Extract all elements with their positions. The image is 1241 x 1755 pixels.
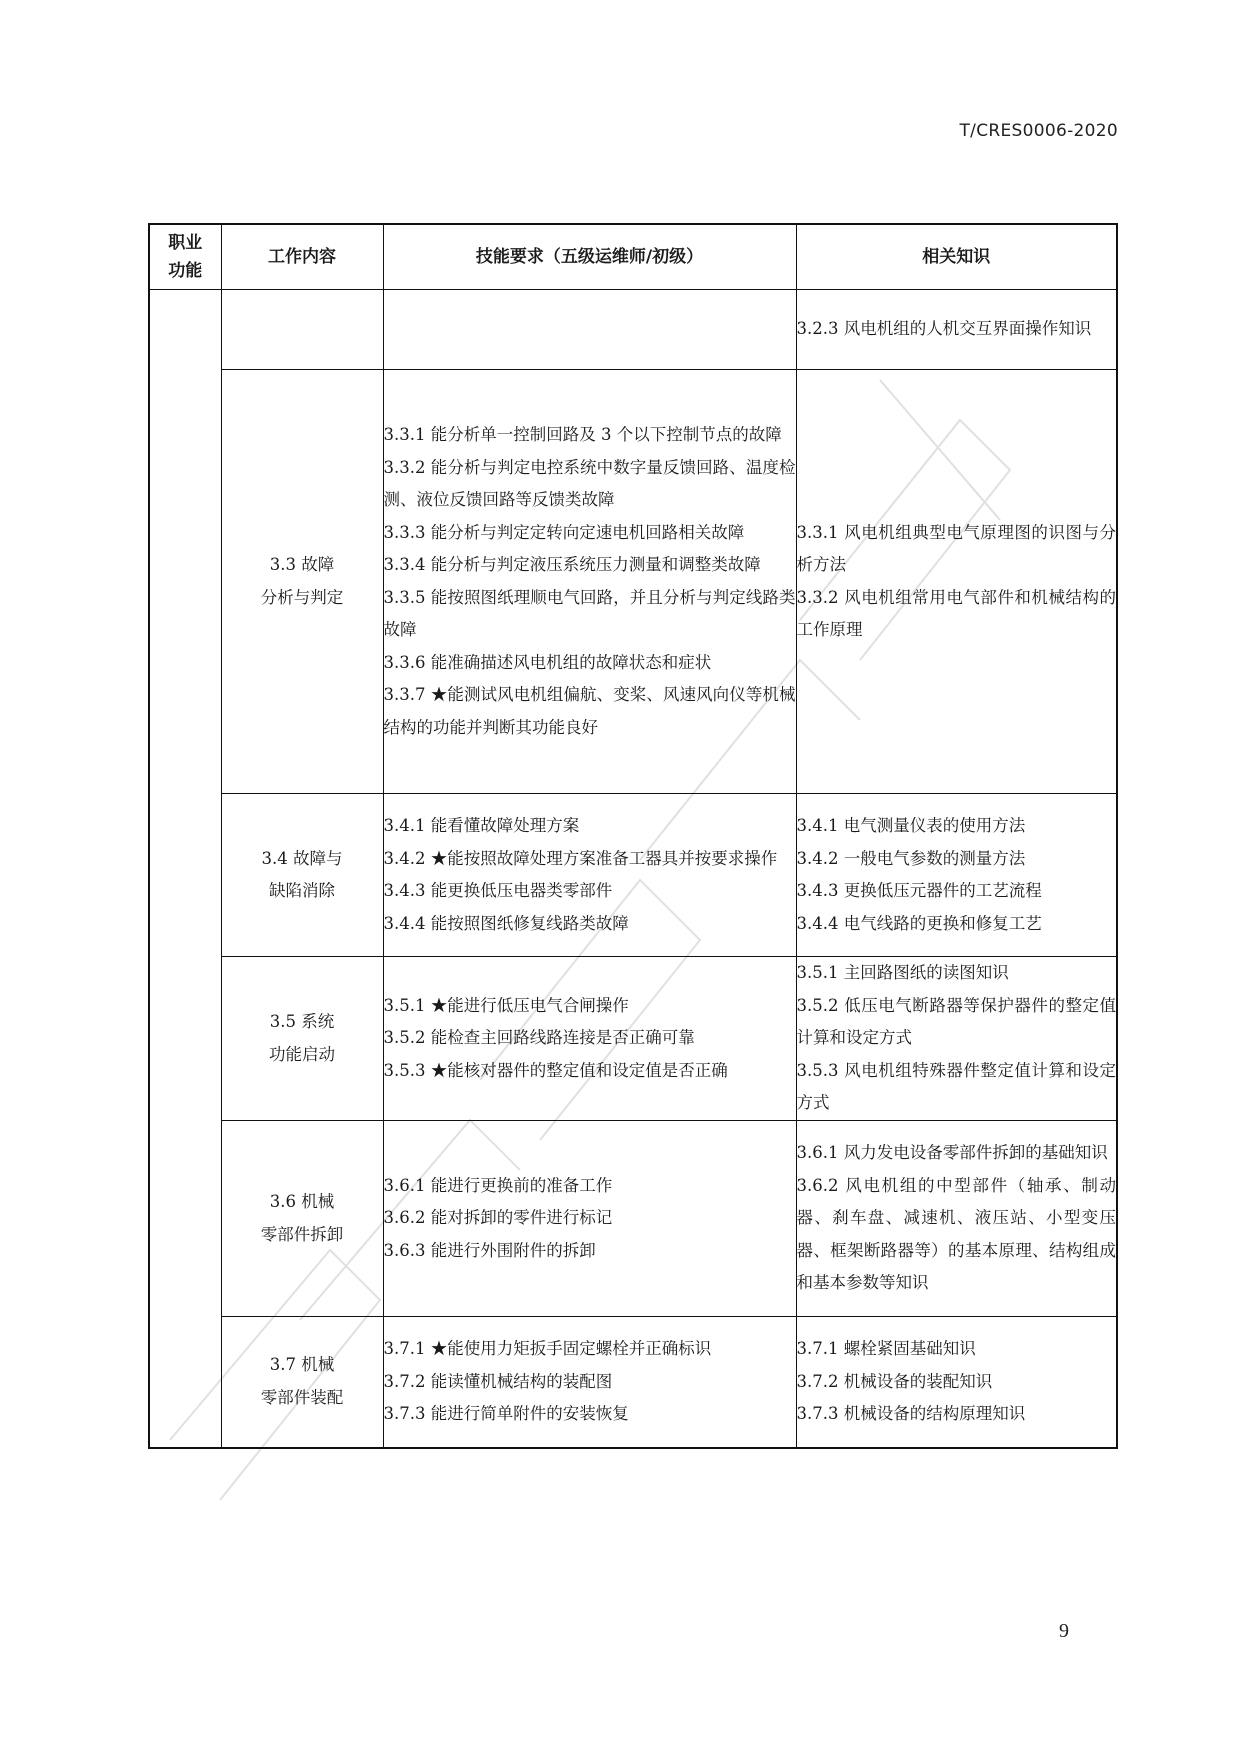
skill-item: 3.6.1 能进行更换前的准备工作 [383,1175,613,1195]
knowledge-item: 3.4.2 一般电气参数的测量方法 [796,848,1026,868]
skill-item: 3.3.5 能按照图纸理顺电气回路，并且分析与判定线路类故障 [383,587,796,639]
skill-item: 3.5.3 ★能核对器件的整定值和设定值是否正确 [383,1060,728,1080]
knowledge-item: 3.5.2 低压电气断路器等保护器件的整定值计算和设定方式 [796,995,1116,1048]
knowledge-item: 3.4.4 电气线路的更换和修复工艺 [796,913,1042,933]
skill-cell [383,1121,796,1317]
skill-item: 3.4.4 能按照图纸修复线路类故障 [383,913,629,933]
work-content-label: 3.5 系统 [269,1012,335,1031]
skill-item: 3.3.1 能分析单一控制回路及 3 个以下控制节点的故障 [383,425,782,444]
knowledge-cell [796,957,1117,1121]
skill-item: 3.3.6 能准确描述风电机组的故障状态和症状 [383,652,712,672]
work-content-label: 3.7 机械 [269,1355,335,1375]
work-content-cell [221,370,383,794]
work-content-label: 分析与判定 [260,587,344,607]
work-content-label: 缺陷消除 [269,881,335,900]
knowledge-cell [796,1317,1117,1448]
skill-item: 3.7.3 能进行简单附件的安装恢复 [383,1404,629,1423]
work-content-cell [221,290,383,370]
knowledge-item: 3.3.2 风电机组常用电气部件和机械结构的工作原理 [796,587,1116,639]
knowledge-item: 3.4.1 电气测量仪表的使用方法 [796,816,1026,835]
skill-cell [383,290,796,370]
table-header-row [149,224,1117,290]
skill-item: 3.4.2 ★能按照故障处理方案准备工器具并按要求操作 [383,848,778,868]
work-content-label: 零部件装配 [260,1387,344,1407]
page-number: 9 [1059,1620,1069,1642]
skill-requirements-table [148,223,1118,1449]
skill-item: 3.4.1 能看懂故障处理方案 [383,816,580,835]
knowledge-cell [796,370,1117,794]
knowledge-item: 3.7.1 螺栓紧固基础知识 [796,1339,976,1358]
work-content-cell [221,1121,383,1317]
knowledge-item: 3.5.3 风电机组特殊器件整定值计算和设定方式 [796,1060,1116,1113]
skill-item: 3.3.2 能分析与判定电控系统中数字量反馈回路、温度检测、液位反馈回路等反馈类故障 [383,457,796,509]
knowledge-cell [796,290,1117,370]
knowledge-item: 3.2.3 风电机组的人机交互界面操作知识 [796,319,1092,339]
work-content-cell [221,1317,383,1448]
knowledge-cell [796,794,1117,957]
header-skill-requirements: 技能要求（五级运维师/初级） [383,224,796,290]
knowledge-item: 3.6.2 风电机组的中型部件（轴承、制动器、刹车盘、减速机、液压站、小型变压器、框架断路器等）的基本原理、结构组成和基本参数等知识 [796,1175,1116,1293]
skill-item: 3.3.4 能分析与判定液压系统压力测量和调整类故障 [383,555,761,574]
header-work-content: 工作内容 [221,224,383,290]
work-content-label: 3.3 故障 [269,555,335,574]
skill-cell [383,794,796,957]
knowledge-item: 3.3.1 风电机组典型电气原理图的识图与分析方法 [796,522,1116,574]
skill-item: 3.4.3 能更换低压电器类零部件 [383,881,613,900]
work-content-label: 3.6 机械 [269,1192,335,1211]
skill-item: 3.6.3 能进行外围附件的拆卸 [383,1240,596,1260]
skill-item: 3.3.7 ★能测试风电机组偏航、变桨、风速风向仪等机械结构的功能并判断其功能良好 [383,685,796,737]
knowledge-item: 3.7.2 机械设备的装配知识 [796,1371,993,1391]
skill-item: 3.3.3 能分析与判定定转向定速电机回路相关故障 [383,522,745,542]
table-row [149,370,1117,794]
table-row [149,794,1117,957]
skill-cell [383,1317,796,1448]
document-code: T/CRES0006-2020 [959,121,1118,141]
table-row [149,957,1117,1121]
header-related-knowledge: 相关知识 [796,224,1117,290]
skill-item: 3.7.2 能读懂机械结构的装配图 [383,1371,613,1391]
header-function: 职业 功能 [149,224,221,290]
knowledge-item: 3.4.3 更换低压元器件的工艺流程 [796,881,1042,900]
table-row [149,1317,1117,1448]
knowledge-item: 3.5.1 主回路图纸的读图知识 [796,963,1009,983]
skill-cell [383,957,796,1121]
work-content-label: 零部件拆卸 [260,1224,344,1244]
work-content-cell [221,794,383,957]
skill-item: 3.5.1 ★能进行低压电气合闸操作 [383,995,629,1015]
function-cell [149,290,221,1448]
skill-item: 3.6.2 能对拆卸的零件进行标记 [383,1208,613,1228]
work-content-cell [221,957,383,1121]
table-row [149,1121,1117,1317]
skill-item: 3.7.1 ★能使用力矩扳手固定螺栓并正确标识 [383,1339,712,1358]
work-content-label: 3.4 故障与 [261,848,343,868]
knowledge-item: 3.7.3 机械设备的结构原理知识 [796,1404,1026,1423]
knowledge-cell [796,1121,1117,1317]
work-content-label: 功能启动 [269,1044,335,1064]
skill-item: 3.5.2 能检查主回路线路连接是否正确可靠 [383,1028,695,1048]
skill-cell [383,370,796,794]
table-row [149,290,1117,370]
knowledge-item: 3.6.1 风力发电设备零部件拆卸的基础知识 [796,1143,1108,1163]
